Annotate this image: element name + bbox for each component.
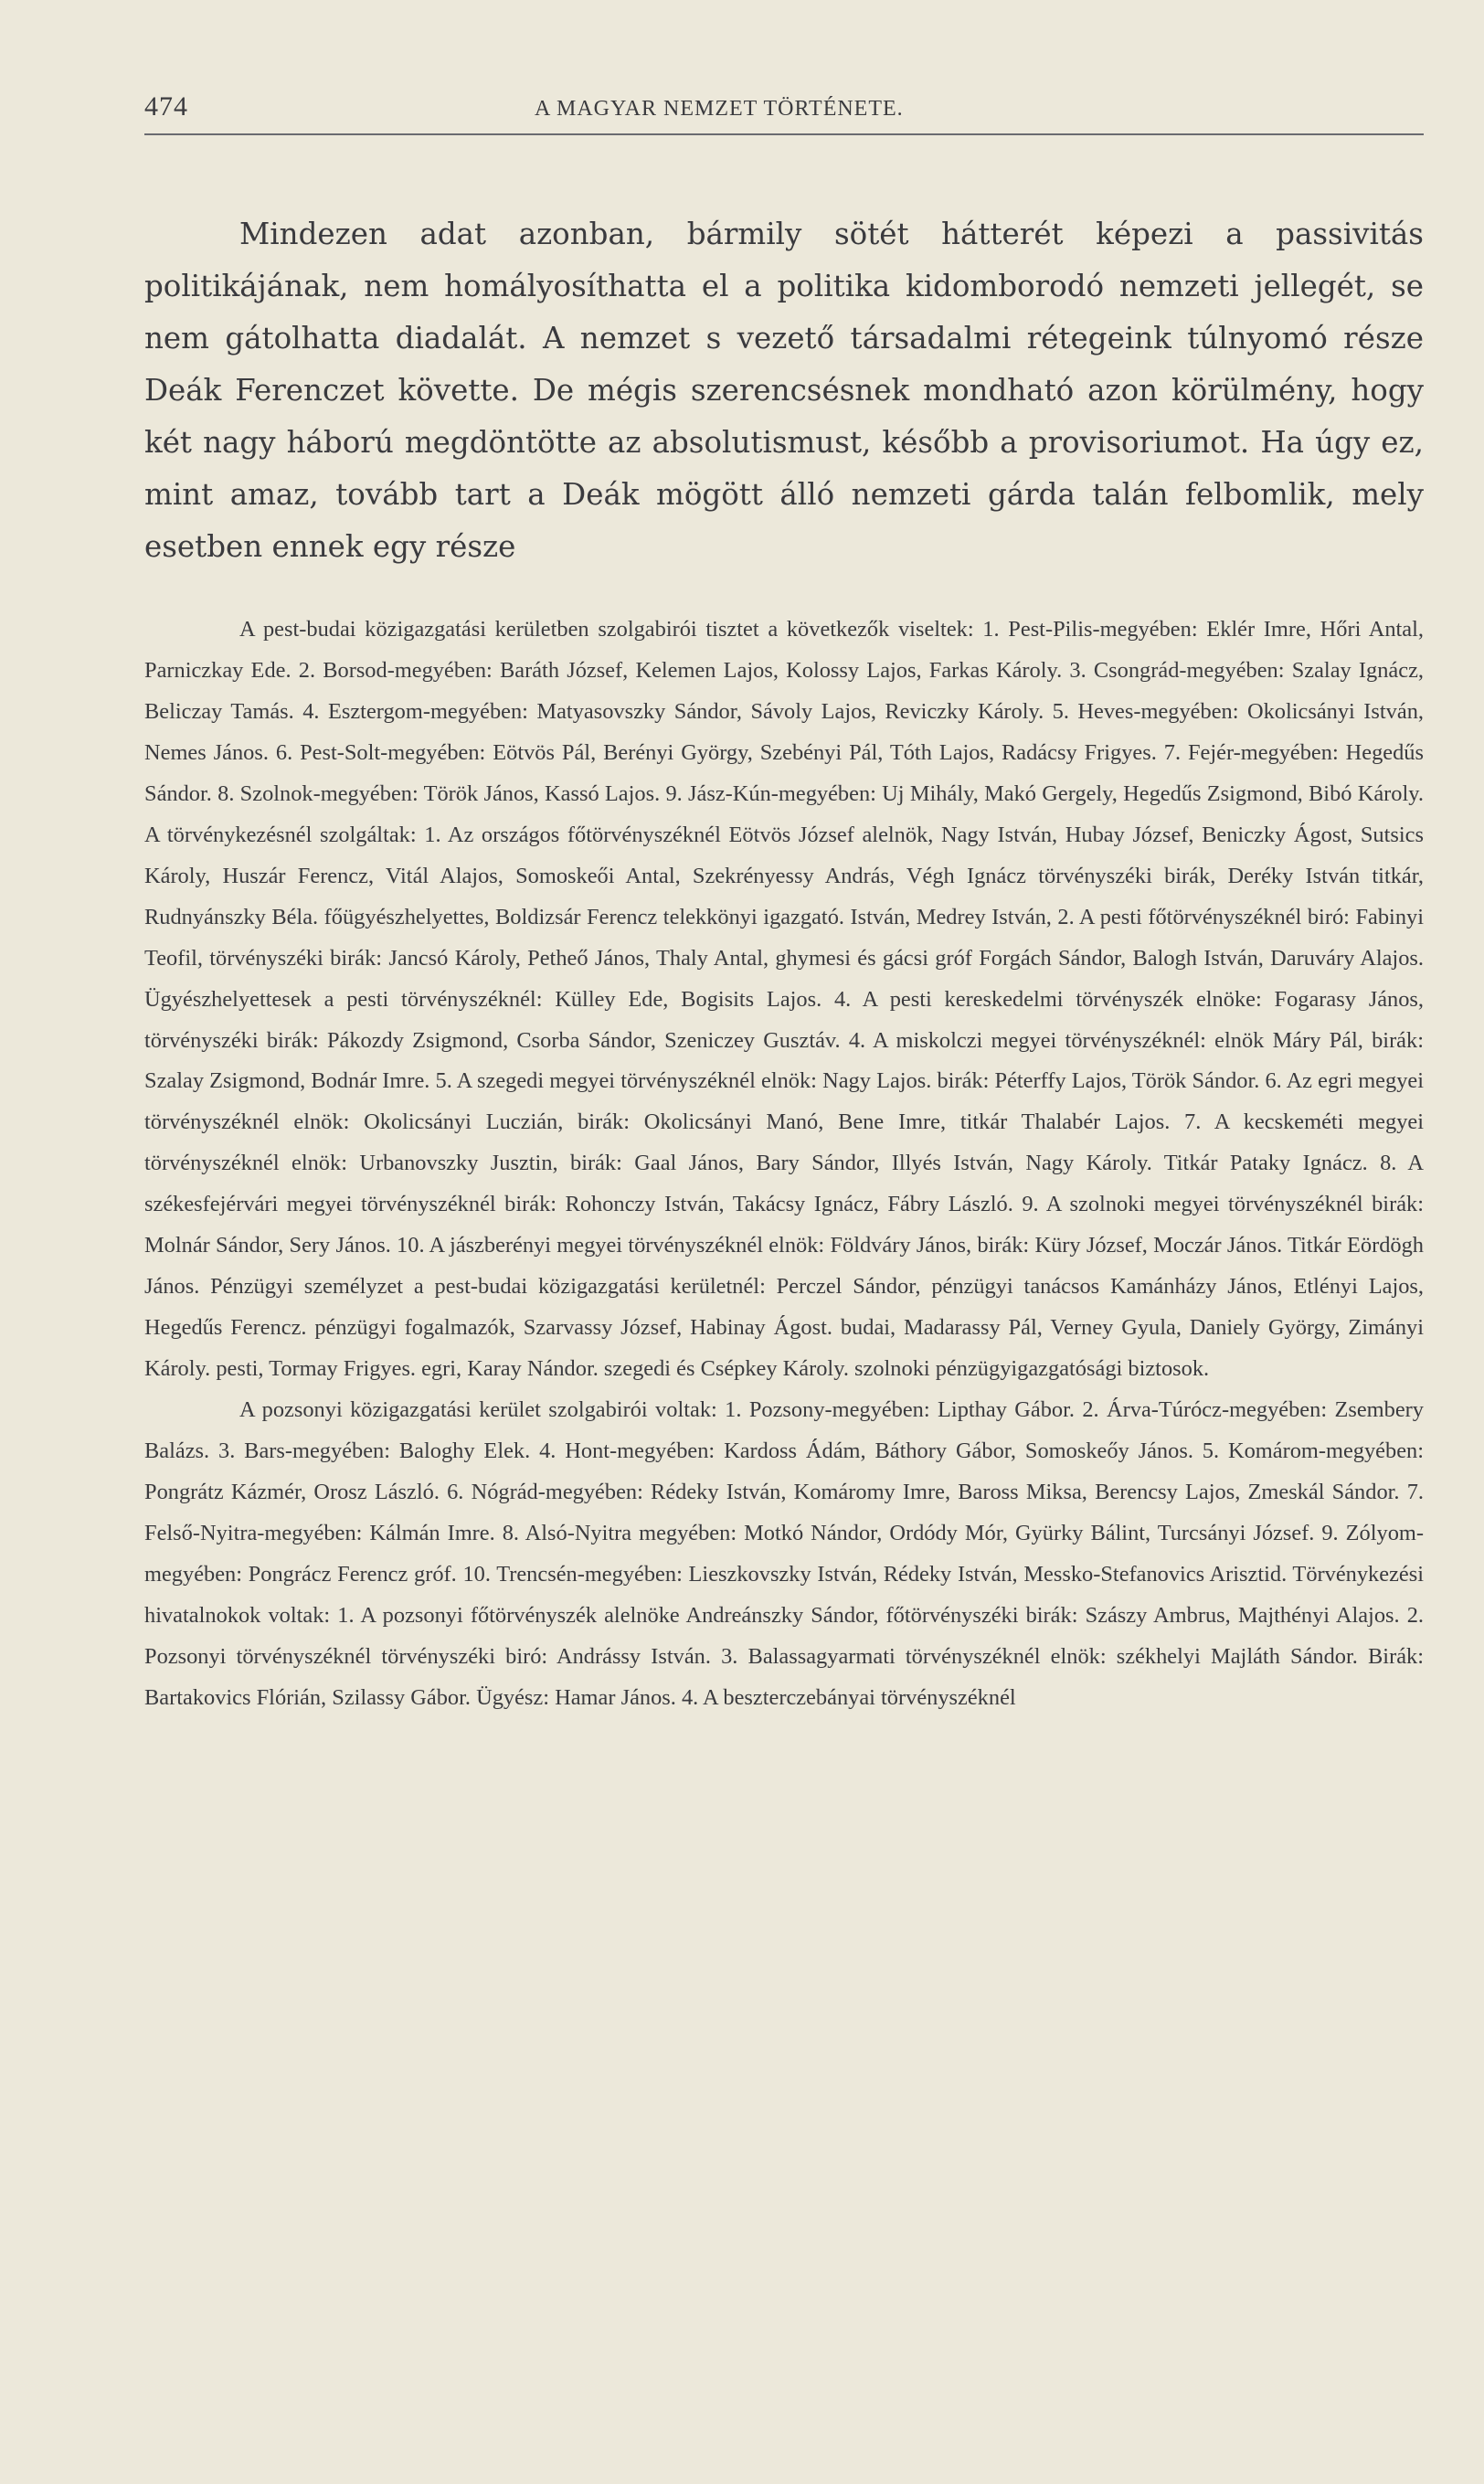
footnote-paragraph-2: A pozsonyi közigazgatási kerület szolgabirói voltak: 1. Pozsony-megyében: Lipthay Gábor. 2. Árva-Túrócz-megyében: Zsembery Balázs. 3. Bars-megyében: Baloghy Elek. 4. Hont-megyében: Kardoss Ádám, Báthory Gábor, Somoskeőy János. 5. Komárom-megyében: Pongrátz Kázmér, Orosz László. 6. Nógrád-megyében: Rédeky István, Komáromy Imre, Baross Miksa, Berencsy Lajos, Zmeskál Sándor. 7. Felső-Nyitra-megyében: Kálmán Imre. 8. Alsó-Nyitra megyében: Motkó Nándor, Ordódy Mór, Gyürky Bálint, Turcsányi József. 9. Zólyom-megyében: Pongrácz Ferencz gróf. 10. Trencsén-megyében: Lieszkovszky István, Rédeky István, Messko-Stefanovics Arisztid. Törvénykezési hivatalnokok voltak: 1. A pozsonyi főtörvényszék alelnöke Andreánszky Sándor, főtörvényszéki birák: Szászy Ambrus, Majthényi Alajos. 2. Pozsonyi törvényszéknél törvényszéki biró: Andrássy István. 3. Balassagyarmati törvényszéknél elnök: székhelyi Majláth Sándor. Birák: Bartakovics Flórián, Szilassy Gábor. Ügyész: Hamar János. 4. A beszterczebányai törvényszéknél [144, 1397, 1424, 1710]
main-paragraph: Mindezen adat azonban, bármily sötét hátterét képezi a passivitás politikájának, nem homályosíthatta el a politika kidomborodó nemzeti jellegét, se nem gátolhatta diadalát. A nemzet s vezető társadalmi rétegeink túlnyomó része Deák Ferenczet követte. De mégis szerencsésnek mondható azon körülmény, hogy két nagy háború megdöntötte az absolutismust, később a provisoriumot. Ha úgy ez, mint amaz, tovább tart a Deák mögött álló nemzeti gárda talán felbomlik, mely esetben ennek egy része [144, 217, 1424, 564]
main-text [144, 208, 1424, 573]
page-header [144, 91, 1424, 135]
footnote [144, 610, 1424, 1719]
running-title: A MAGYAR NEMZET TÖRTÉNETE. [535, 97, 904, 121]
footnote-paragraph-1: A pest-budai közigazgatási kerületben szolgabirói tisztet a következők viseltek: 1. Pest-Pilis-megyében: Eklér Imre, Hőri Antal, Parniczkay Ede. 2. Borsod-megyében: Baráth József, Kelemen Lajos, Kolossy Lajos, Farkas Károly. 3. Csongrád-megyében: Szalay Ignácz, Beliczay Tamás. 4. Esztergom-megyében: Matyasovszky Sándor, Sávoly Lajos, Reviczky Károly. 5. Heves-megyében: Okolicsányi István, Nemes János. 6. Pest-Solt-megyében: Eötvös Pál, Berényi György, Szebényi Pál, Tóth Lajos, Radácsy Frigyes. 7. Fejér-megyében: Hegedűs Sándor. 8. Szolnok-megyében: Török János, Kassó Lajos. 9. Jász-Kún-megyében: Uj Mihály, Makó Gergely, Hegedűs Zsigmond, Bibó Károly. A törvénykezésnél szolgáltak: 1. Az országos főtörvényszéknél Eötvös József alelnök, Nagy István, Hubay József, Beniczky Ágost, Sutsics Károly, Huszár Ferencz, Vitál Alajos, Somoskeői Antal, Szekrényessy András, Végh Ignácz törvényszéki birák, Deréky István titkár, Rudnyánszky Béla. főügyészhelyettes, Boldizsár Ferencz telekkönyi igazgató. István, Medrey István, 2. A pesti főtörvényszéknél biró: Fabinyi Teofil, törvényszéki birák: Jancsó Károly, Petheő János, Thaly Antal, ghymesi és gácsi gróf Forgách Sándor, Balogh István, Daruváry Alajos. Ügyészhelyettesek a pesti törvényszéknél: Külley Ede, Bogisits Lajos. 4. A pesti kereskedelmi törvényszék elnöke: Fogarasy János, törvényszéki birák: Pákozdy Zsigmond, Csorba Sándor, Szeniczey Gusztáv. 4. A miskolczi megyei törvényszéknél: elnök Máry Pál, birák: Szalay Zsigmond, Bodnár Imre. 5. A szegedi megyei törvényszéknél elnök: Nagy Lajos. birák: Péterffy Lajos, Török Sándor. 6. Az egri megyei törvényszéknél elnök: Okolicsányi Luczián, birák: Okolicsányi Manó, Bene Imre, titkár Thalabér Lajos. 7. A kecskeméti megyei törvényszéknél elnök: Urbanovszky Jusztin, birák: Gaal János, Bary Sándor, Illyés István, Nagy Károly. Titkár Pataky Ignácz. 8. A székesfejérvári megyei törvényszéknél birák: Rohonczy István, Takácsy Ignácz, Fábry László. 9. A szolnoki megyei törvényszéknél birák: Molnár Sándor, Sery János. 10. A jászberényi megyei törvényszéknél elnök: Földváry János, birák: Küry József, Moczár János. Titkár Eördögh János. Pénzügyi személyzet a pest-budai közigazgatási kerületnél: Perczel Sándor, pénzügyi tanácsos Kamánházy János, Etlényi Lajos, Hegedűs Ferencz. pénzügyi fogalmazók, Szarvassy József, Habinay Ágost. budai, Madarassy Pál, Verney Gyula, Daniely György, Zimányi Károly. pesti, Tormay Frigyes. egri, Karay Nándor. szegedi és Csépkey Károly. szolnoki pénzügyigazgatósági biztosok. [144, 617, 1424, 1382]
page-number: 474 [144, 91, 188, 122]
